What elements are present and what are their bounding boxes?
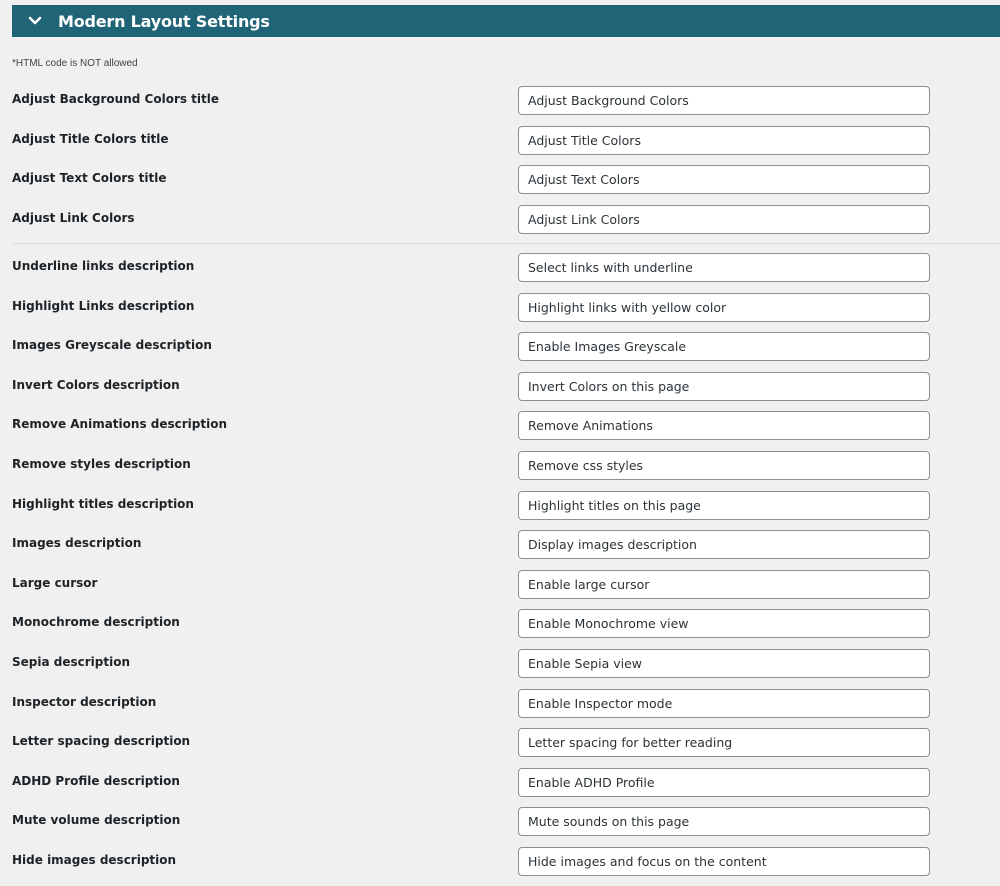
setting-label: Highlight Links description (12, 298, 195, 313)
setting-label: Images description (12, 536, 142, 551)
remove-styles-description-input[interactable] (518, 451, 930, 480)
invert-colors-description-input[interactable] (518, 372, 930, 401)
setting-row-invert-colors-description (12, 372, 1000, 402)
letter-spacing-description-input[interactable] (518, 728, 930, 757)
setting-label: Monochrome description (12, 615, 180, 630)
large-cursor-input[interactable] (518, 570, 930, 599)
setting-label: Remove Animations description (12, 417, 228, 432)
images-description-input[interactable] (518, 530, 930, 559)
setting-row-remove-styles-description (12, 451, 1000, 481)
setting-label: Adjust Text Colors title (12, 171, 167, 186)
setting-row-remove-animations-description (12, 411, 1000, 441)
setting-label: Images Greyscale description (12, 338, 212, 353)
adjust-link-colors-input[interactable] (518, 205, 930, 234)
highlight-titles-description-input[interactable] (518, 491, 930, 520)
setting-row-highlight-titles-description (12, 491, 1000, 521)
setting-label: Highlight titles description (12, 496, 194, 511)
setting-label: Hide images description (12, 853, 177, 867)
setting-label: Adjust Link Colors (12, 211, 135, 225)
hide-images-description-input[interactable] (518, 847, 930, 876)
setting-label: Mute volume description (12, 813, 181, 828)
setting-label: Remove styles description (12, 457, 191, 471)
setting-label: Large cursor (12, 575, 98, 590)
setting-row-underline-links-description (12, 253, 1000, 283)
setting-row-inspector-description (12, 689, 1000, 719)
remove-animations-description-input[interactable] (518, 411, 930, 440)
panel-title: Modern Layout Settings (58, 11, 270, 31)
setting-label: Inspector description (12, 694, 157, 709)
setting-row-adhd-profile-description (12, 768, 1000, 798)
setting-label: Adjust Title Colors title (12, 131, 169, 146)
setting-row-adjust-link-colors (12, 205, 1000, 235)
setting-row-hide-images-description (12, 847, 1000, 877)
setting-label: Letter spacing description (12, 734, 191, 749)
setting-row-adjust-title-colors-title (12, 126, 1000, 156)
adjust-title-colors-title-input[interactable] (518, 126, 930, 155)
panel-header-toggle[interactable] (12, 5, 1000, 37)
underline-links-description-input[interactable] (518, 253, 930, 282)
monochrome-description-input[interactable] (518, 609, 930, 638)
chevron-down-icon (26, 12, 44, 30)
html-not-allowed-note: *HTML code is NOT allowed (12, 58, 138, 69)
adhd-profile-description-input[interactable] (518, 768, 930, 797)
setting-label: Adjust Background Colors title (12, 92, 220, 106)
setting-row-mute-volume-description (12, 807, 1000, 837)
setting-row-images-description (12, 530, 1000, 560)
setting-row-adjust-text-colors-title (12, 165, 1000, 195)
setting-row-highlight-links-description (12, 293, 1000, 323)
setting-row-monochrome-description (12, 609, 1000, 639)
adjust-background-colors-title-input[interactable] (518, 86, 930, 115)
setting-row-images-greyscale-description (12, 332, 1000, 362)
inspector-description-input[interactable] (518, 689, 930, 718)
section-divider (12, 243, 1000, 244)
setting-label: Invert Colors description (12, 377, 180, 392)
adjust-text-colors-title-input[interactable] (518, 165, 930, 194)
setting-row-large-cursor (12, 570, 1000, 600)
setting-row-adjust-background-colors-title (12, 86, 1000, 116)
images-greyscale-description-input[interactable] (518, 332, 930, 361)
setting-row-sepia-description (12, 649, 1000, 679)
highlight-links-description-input[interactable] (518, 293, 930, 322)
mute-volume-description-input[interactable] (518, 807, 930, 836)
setting-label: ADHD Profile description (12, 773, 180, 788)
setting-label: Underline links description (12, 259, 195, 273)
setting-label: Sepia description (12, 655, 131, 669)
sepia-description-input[interactable] (518, 649, 930, 678)
setting-row-letter-spacing-description (12, 728, 1000, 758)
